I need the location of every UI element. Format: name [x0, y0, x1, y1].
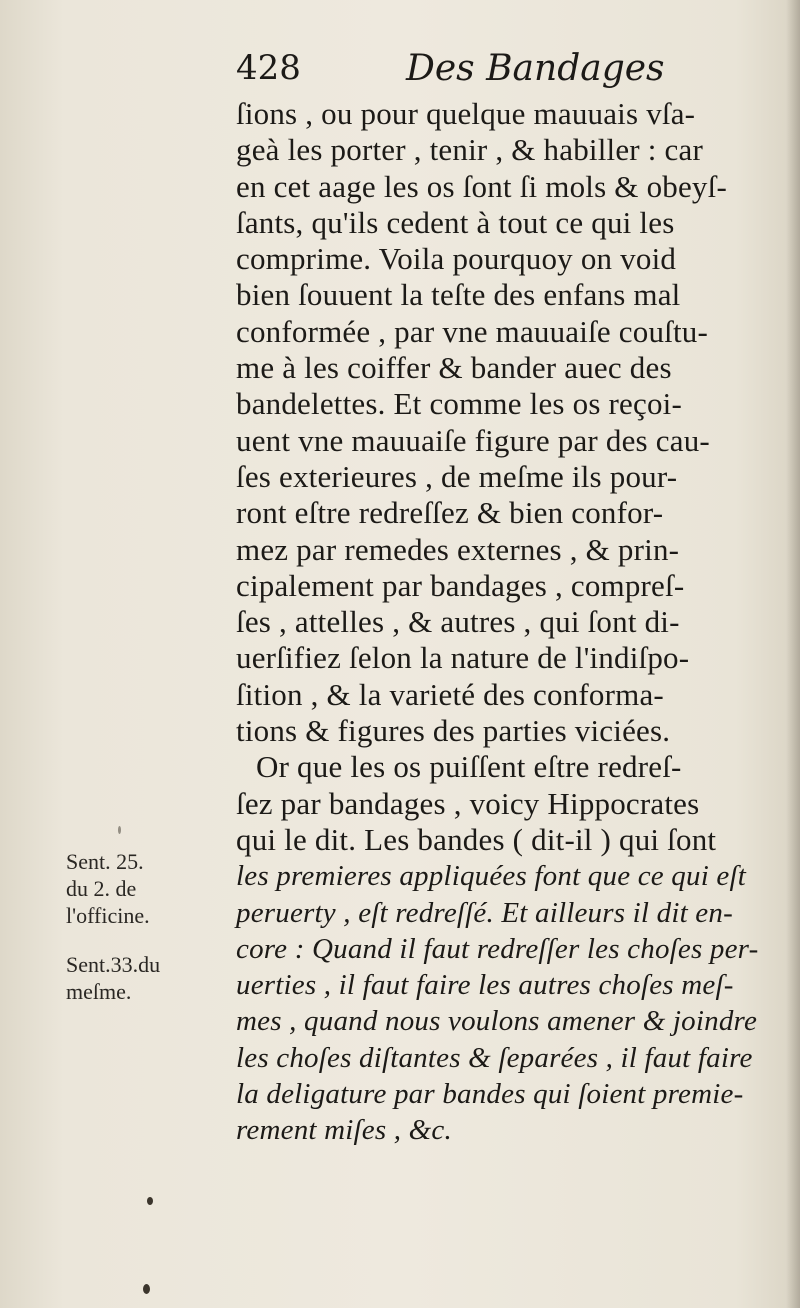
text-line: tions & figures des parties viciées. [236, 713, 671, 749]
text-line: me à les coiffer & bander auec des [236, 350, 672, 386]
page-edge-shadow [786, 0, 800, 1308]
text-line: mez par remedes externes , & prin- [236, 531, 680, 567]
ink-speck [143, 1284, 150, 1294]
text-line: Or que les os puiſſent eſtre redreſ- [256, 749, 682, 785]
margin-note-line: du 2. de [66, 876, 137, 901]
body-text [236, 96, 770, 1149]
text-line: les choſes diſtantes & ſeparées , il faut faire [236, 1041, 753, 1074]
ink-speck [118, 826, 121, 834]
text-line: uerſifiez ſelon la nature de l'indiſpo- [236, 640, 690, 676]
ink-speck [147, 1197, 153, 1205]
text-line: mes , quand nous voulons amener & joindre [236, 1005, 758, 1038]
margin-note [66, 848, 216, 929]
text-line: ſants, qu'ils cedent à tout ce qui les [236, 204, 675, 240]
text-line: bien ſouuent la teſte des enfans mal [236, 277, 681, 313]
margin-note [66, 951, 216, 1005]
text-line: rement miſes , &c. [236, 1114, 452, 1147]
page-header [236, 46, 756, 96]
text-line: qui le dit. Les bandes ( dit-il ) qui ſont [236, 821, 717, 857]
text-line: ſition , & la varieté des conforma- [236, 676, 664, 712]
text-line: core : Quand il faut redreſſer les choſes per- [236, 932, 759, 965]
text-line: cipalement par bandages , compreſ- [236, 567, 685, 603]
text-line: ſez par bandages , voicy Hippocrates [236, 785, 700, 821]
text-line: ſes , attelles , & autres , qui ſont di- [236, 604, 680, 640]
margin-note-line: Sent.33.du [66, 952, 161, 977]
margin-note-line: l'officine. [66, 903, 150, 928]
text-line: bandelettes. Et comme les os reçoi- [236, 386, 683, 422]
text-line: la deligature par bandes qui ſoient premie- [236, 1078, 744, 1111]
text-line: ſes exterieures , de meſme ils pour- [236, 458, 678, 494]
text-line: geà les porter , tenir , & habiller : car [236, 132, 703, 168]
text-line: en cet aage les os ſont ſi mols & obeyſ- [236, 168, 727, 204]
margin-note-line: Sent. 25. [66, 849, 144, 874]
text-line: peruerty , eſt redreſſé. Et ailleurs il dit en- [236, 896, 733, 929]
text-line: ront eſtre redreſſez & bien confor- [236, 495, 664, 531]
running-title: Des Bandages [406, 48, 665, 89]
text-line: ſions , ou pour quelque mauuais vſa- [236, 96, 696, 131]
text-line: les premieres appliquées font que ce qui eſt [236, 860, 746, 893]
text-line: uent vne mauuaiſe figure par des cau- [236, 422, 710, 458]
text-line: conformée , par vne mauuaiſe couſtu- [236, 313, 709, 349]
page-number: 428 [236, 48, 301, 88]
text-line: uerties , il faut faire les autres choſes meſ- [236, 969, 734, 1002]
text-line: comprime. Voila pourquoy on void [236, 241, 677, 277]
margin-note-line: meſme. [66, 979, 132, 1004]
margin-notes [66, 848, 216, 1027]
